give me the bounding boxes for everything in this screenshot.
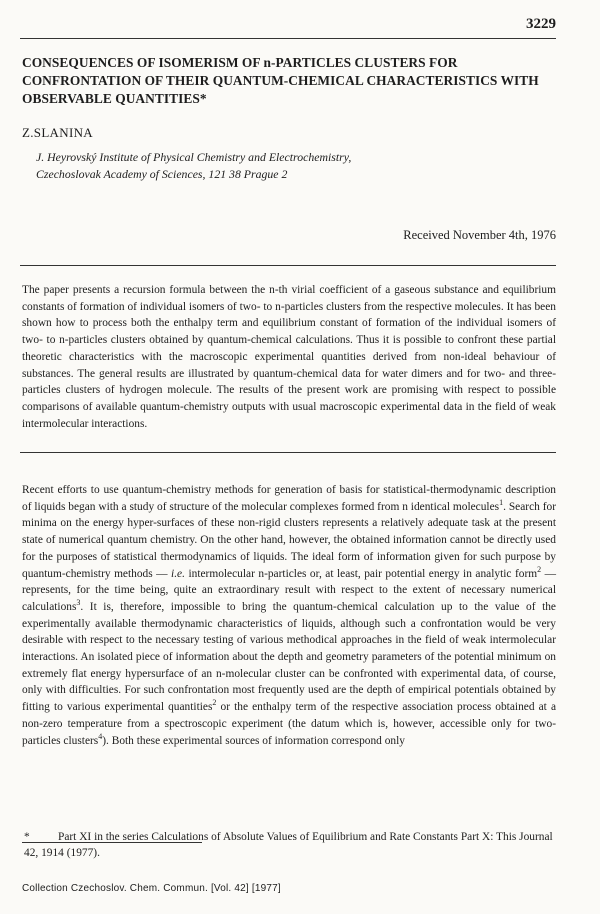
abstract-bottom-rule [20,452,556,453]
body-text-segment: . It is, therefore, impossible to bring the quantum-chemical calculation up to the value of the experimentally available thermodynamic characteristics of liquids, although such a confrontation would be very desirable with respect to the necessary testing of various methodical approaches in the field of weak intermolecular interactions. An isolated piece of information about the depth and geometry parameters of the potential minimum on extremely flat energy hypersurface of an n-molecular cluster can be confronted with experimental data, of course, only with difficulties. For such confrontation most frequently used are the depth of empirical potentials obtained by fitting to various experimental quantities [22,600,556,714]
header-rule [20,38,556,39]
affiliation-line-1: J. Heyrovský Institute of Physical Chemistry and Electrochemistry, [36,150,352,164]
body-text-segment: intermolecular n-particles or, at least, pair potential energy in analytic form [188,567,538,580]
footnote [24,829,554,861]
italic-term: i.e. [171,567,185,580]
affiliation [36,149,486,183]
body-text-segment: ). Both these experimental sources of information correspond only [102,734,405,747]
body-text-segment: Recent efforts to use quantum-chemistry methods for generation of basis for statistical-thermodynamic description of liquids began with a study of structure of the molecular complexes formed from n identical molecules [22,484,556,513]
page-number: 3229 [526,16,556,32]
body-text-segment: or the enthalpy term of the respective association process obtained at a non-zero temperature from a spectroscopic experiment (the datum which is, however, accessible only for two-particles clusters [22,701,556,747]
article-title: CONSEQUENCES OF ISOMERISM OF n-PARTICLES CLUSTERS FOR CONFRONTATION OF THEIR QUANTUM-CHEMICAL CHARACTERISTICS WITH OBSERVABLE QUANTITIES* [22,55,539,106]
reference-marker: 2 [212,698,217,708]
reference-marker: 4 [98,731,103,741]
affiliation-line-2: Czechoslovak Academy of Sciences, 121 38 Prague 2 [36,167,288,181]
received-date: Received November 4th, 1976 [403,228,556,242]
body-paragraph [22,482,556,749]
reference-marker: 2 [537,564,542,574]
body-text-segment: . Search for minima on the energy hyper-surfaces of these non-rigid clusters represents a relatively adequate task at the present state of numerical quantum chemistry. On the other hand, however, the obtained information cannot be directly used for the purposes of statistical thermodynamics of liquids. The ideal form of information given for such purpose by quantum-chemistry methods — [22,500,556,580]
abstract-top-rule [20,265,556,266]
journal-footer: Collection Czechoslov. Chem. Commun. [Vol. 42] [1977] [22,883,281,894]
reference-marker: 3 [76,598,81,608]
reference-marker: 1 [499,497,504,507]
author-name: Z.SLANINA [22,125,93,140]
abstract: The paper presents a recursion formula between the n-th virial coefficient of a gaseous substance and equilibrium constants of formation of individual isomers of two- to n-particles clusters from the respective molecules. It has been shown how to process both the enthalpy term and equilibrium constant of formation of the individual isomers of two- to n-particles clusters obtained by quantum-chemical calculations. Thus it is possible to confront these partial theoretic characteristics with the macroscopic experimental quantities derived from non-ideal behaviour of substances. The general results are illustrated by quantum-chemical data for water dimers and for two- and three-particles clusters of hydrogen molecule. The results of the present work are promising with respect to possible comparisons of available quantum-chemistry outputs with usual macroscopic experimental data in the field of weak intermolecular interactions. [22,284,556,430]
body-text-segment: — represents, for the time being, quite an extraordinary result with respect to the extent of necessary numerical calculations [22,567,556,613]
footnote-mark: * [24,831,30,843]
footnote-text: Part XI in the series Calculations of Absolute Values of Equilibrium and Rate Constants Part X: This Journal 42, 1914 (1977). [24,831,553,859]
